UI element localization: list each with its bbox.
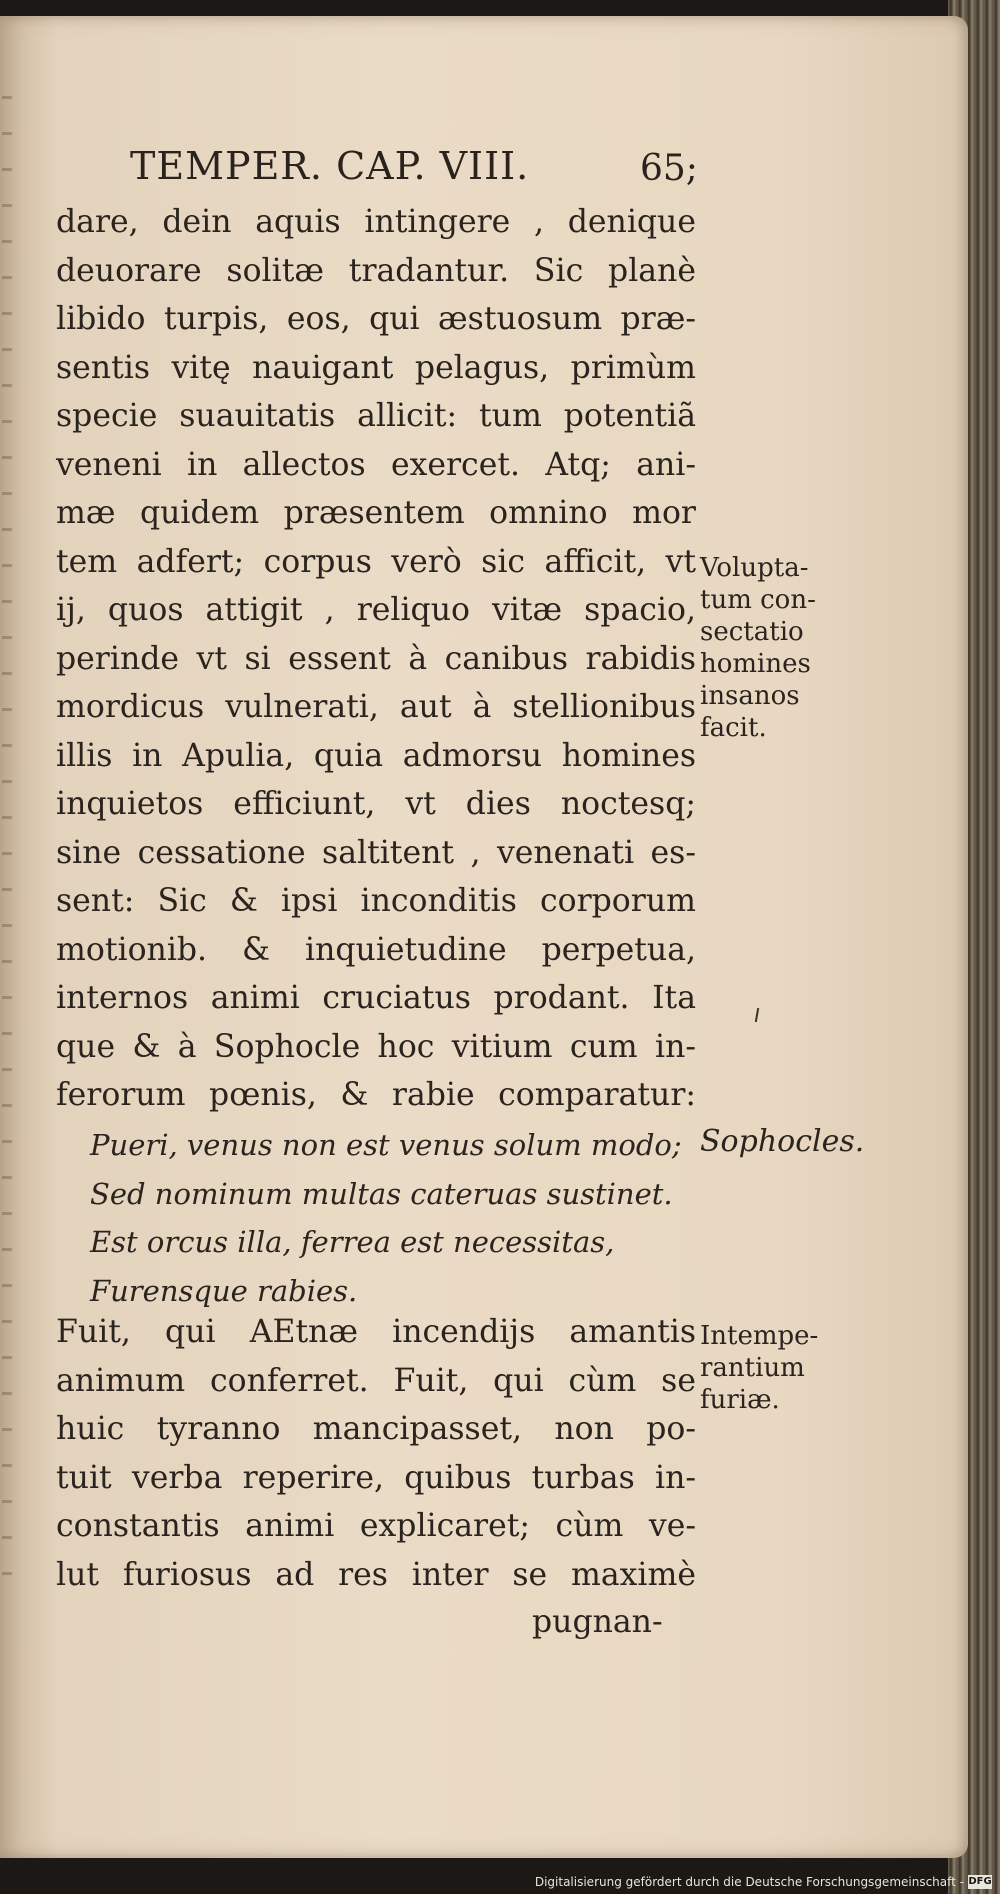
text-line: inquietos efficiunt, vt dies noctesq; xyxy=(56,786,696,822)
text-line: specie suauitatis allicit: tum potentiã xyxy=(56,398,696,434)
note-line: Volupta- xyxy=(700,553,809,583)
note-line: rantium xyxy=(700,1353,805,1383)
note-line: furiæ. xyxy=(700,1385,780,1415)
marginal-note-sophocles xyxy=(700,1126,900,1158)
text-line: ferorum pœnis, & rabie comparatur: xyxy=(56,1077,696,1113)
body-text-block-2 xyxy=(56,1308,696,1599)
page-gutter-shadow xyxy=(2,96,12,1596)
verse-line: Furensque rabies. xyxy=(90,1273,358,1308)
note-line: sectatio xyxy=(700,617,804,647)
text-line: illis in Apulia, quia admorsu homines xyxy=(56,737,696,774)
text-line: que & à Sophocle hoc vitium cum in- xyxy=(56,1028,696,1065)
note-line: facit. xyxy=(700,713,767,743)
text-line: internos animi cruciatus prodant. Ita xyxy=(56,980,696,1016)
text-line: tuit verba reperire, quibus turbas in- xyxy=(56,1459,696,1496)
verse-line: Pueri, venus non est venus solum modo; xyxy=(90,1128,682,1162)
marginal-note-intemperantium xyxy=(700,1320,900,1416)
note-line: Intempe- xyxy=(700,1321,819,1351)
verse-line: Sed nominum multas cateruas sustinet. xyxy=(90,1176,673,1211)
text-line: constantis animi explicaret; cùm ve- xyxy=(56,1508,696,1544)
body-text-block xyxy=(56,198,696,1120)
text-line: motionib. & inquietudine perpetua, xyxy=(56,931,696,968)
text-line: libido turpis, eos, qui æstuosum præ- xyxy=(56,301,696,337)
dfg-logo: DFG xyxy=(968,1876,992,1887)
text-line: lut furiosus ad res inter se maximè xyxy=(56,1556,696,1593)
dfg-credit-text: Digitalisierung gefördert durch die Deutsche Forschungsgemeinschaft - xyxy=(534,1875,964,1889)
text-line: mordicus vulnerati, aut à stellionibus xyxy=(56,689,696,725)
text-line: Fuit, qui AEtnæ incendijs amantis xyxy=(56,1314,696,1350)
note-line: Sophocles. xyxy=(700,1124,865,1159)
text-line: tem adfert; corpus verò sic afficit, vt xyxy=(56,543,696,580)
note-line: homines xyxy=(700,649,811,679)
text-line: huic tyranno mancipasset, non po- xyxy=(56,1411,696,1447)
text-line: perinde vt si essent à canibus rabidis xyxy=(56,640,696,677)
verse-line: Est orcus illa, ferrea est necessitas, xyxy=(90,1225,615,1259)
running-title: TEMPER. CAP. VIII. xyxy=(130,144,530,188)
digitization-footer xyxy=(535,1872,992,1892)
ink-mark xyxy=(755,1008,759,1022)
verse-quotation xyxy=(90,1121,690,1315)
page-number: 65; xyxy=(640,148,698,189)
book-page xyxy=(0,16,968,1858)
text-line: sent: Sic & ipsi inconditis corporum xyxy=(56,883,696,919)
text-line: deuorare solitæ tradantur. Sic planè xyxy=(56,252,696,289)
text-line: sentis vitę nauigant pelagus, primùm xyxy=(56,349,696,386)
note-line: insanos xyxy=(700,681,800,711)
text-line: sine cessatione saltitent , venenati es- xyxy=(56,834,696,871)
text-line: veneni in allectos exercet. Atq; ani- xyxy=(56,446,696,483)
note-line: tum con- xyxy=(700,585,816,615)
text-line: dare, dein aquis intingere , denique xyxy=(56,204,696,240)
marginal-note-voluptatum xyxy=(700,552,900,744)
text-line: animum conferret. Fuit, qui cùm se xyxy=(56,1362,696,1399)
text-line: ij, quos attigit , reliquo vitæ spacio, xyxy=(56,592,696,628)
text-line: mæ quidem præsentem omnino mor xyxy=(56,495,696,531)
catchword: pugnan- xyxy=(532,1604,663,1640)
